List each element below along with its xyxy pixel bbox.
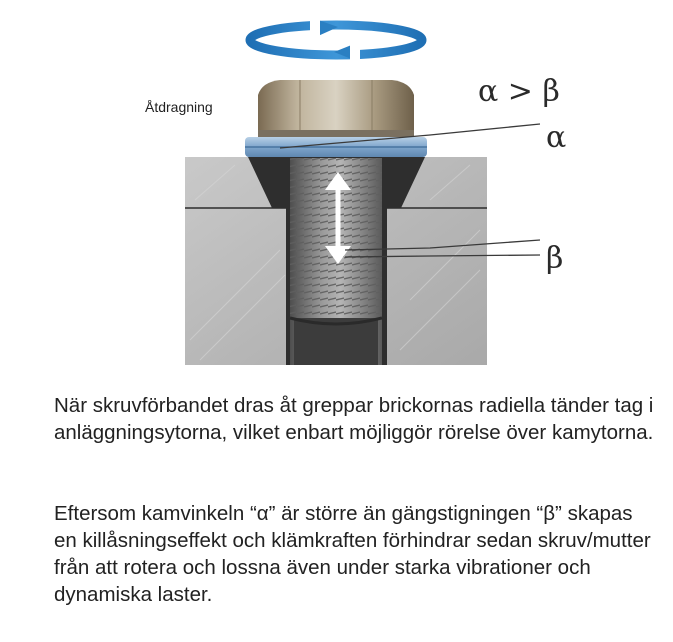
description-paragraph-1: När skruvförbandet dras åt greppar brickornas radiella tänder tag i anläggningsytorna, vilket enbart möjliggör rörelse över kamytorna.	[54, 394, 654, 444]
description-paragraph-2: Eftersom kamvinkeln “α” är större än gängstigningen “β” skapas en killåsningseffekt och klämkraften förhindrar sedan skruv/mutter från att rotera och lossna även under starka vibrationer och dynamiska laster.	[54, 502, 651, 606]
beta-label: β	[546, 241, 564, 276]
bolt-head	[258, 80, 414, 138]
lock-washer	[245, 137, 427, 157]
tightening-label: Åtdragning	[145, 99, 213, 115]
rotation-arrow-icon	[250, 18, 422, 62]
alpha-label: α	[546, 120, 567, 155]
alpha-greater-beta-label: α > β	[478, 74, 560, 109]
